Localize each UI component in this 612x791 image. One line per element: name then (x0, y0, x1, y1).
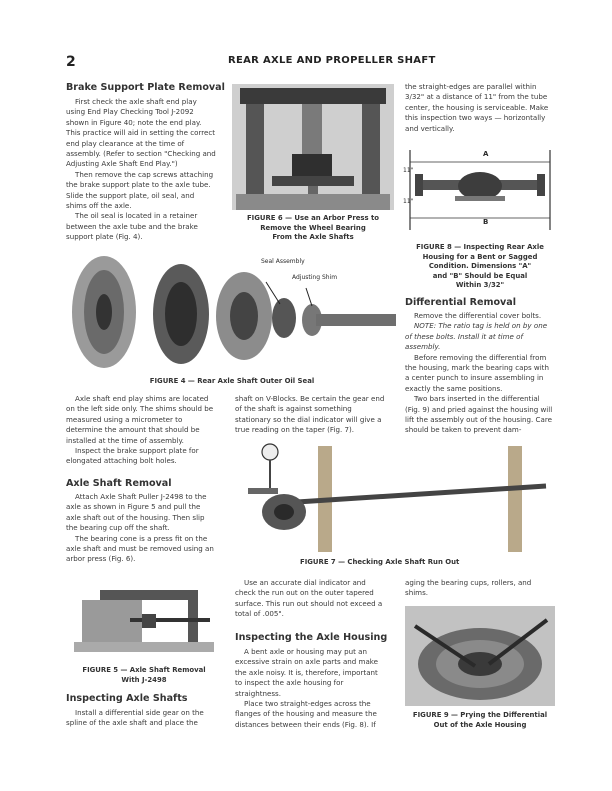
figure-6-photo (232, 84, 394, 210)
caption-line: FIGURE 6 — Use an Arbor Press to (246, 214, 380, 222)
axle-removal-text (66, 492, 216, 565)
axle-removal-heading: Axle Shaft Removal (66, 478, 172, 489)
straightedge-text (405, 82, 553, 134)
inspect-shafts-text (66, 708, 216, 729)
differential-illustration (405, 606, 555, 706)
paragraph: Use an accurate dial indicator and check the run out on the outer tapered surface. This run out should not exceed a total of .005". (235, 578, 383, 619)
note: NOTE: The ratio tag is held on by one of these bolts. Install it at time of assembly. (405, 321, 548, 352)
adjusting-shim-label: Adjusting Shim (292, 274, 338, 281)
label-11-top: 11" (403, 167, 414, 174)
inspect-housing-heading: Inspecting the Axle Housing (235, 632, 388, 643)
caption-line: FIGURE 8 — Inspecting Rear Axle (416, 243, 544, 251)
paragraph: shaft on V-Blocks. Be certain the gear end of the shaft is against something stationary so the dial indicator will give a true reading on the taper (Fig. 7). (235, 394, 385, 435)
inspect-housing-text (235, 647, 385, 730)
figure-4-caption: FIGURE 4 — Rear Axle Shaft Outer Oil Seal (149, 377, 315, 385)
label-b: B (483, 218, 489, 226)
figure-8-diagram (405, 140, 555, 240)
running-head: REAR AXLE AND PROPELLER SHAFT (228, 55, 436, 66)
vblocks-text (235, 394, 385, 436)
figure-4-photo (66, 252, 398, 374)
paragraph: the straight-edges are parallel within 3/32" at a distance of 11" from the tube center, the housing is serviceable. Make this inspection two ways — horizontally and vertically. (405, 82, 549, 133)
paragraph: Attach Axle Shaft Puller J-2498 to the axle as shown in Figure 5 and pull the axle shaft out of the housing. Then slip the bearing cup off the shaft. (66, 492, 207, 533)
caption-line: Condition. Dimensions "A" (428, 262, 532, 271)
caption-line: With J-2498 (121, 675, 167, 684)
differential-removal-heading: Differential Removal (405, 297, 517, 308)
label-a: A (483, 150, 489, 158)
figure-9-photo (405, 606, 555, 706)
caption-line: FIGURE 5 — Axle Shaft Removal (82, 666, 206, 674)
axle-puller-illustration (70, 580, 218, 664)
arbor-press-illustration (232, 84, 394, 210)
seal-assembly-label: Seal Assembly (261, 258, 305, 265)
figure-5-photo (70, 580, 218, 664)
oil-seal-illustration (66, 252, 398, 374)
paragraph: First check the axle shaft end play using End Play Checking Tool J-2092 shown in Figure 40; note the end play. This practice will aid in setting the correct end play clearance at the time of assembly. (Refer to section "Checking and Adjusting Axle Shaft End Play.") (66, 97, 216, 169)
paragraph: Place two straight-edges across the flanges of the housing and measure the distances between their ends (Fig. 8). If (235, 699, 377, 729)
caption-line: FIGURE 9 — Prying the Differential (412, 711, 548, 719)
dial-text (235, 578, 385, 620)
paragraph: Then remove the cap screws attaching the brake support plate to the axle tube. Slide the support plate, oil seal, and shims off the axle. (66, 169, 214, 211)
paragraph: aging the bearing cups, rollers, and shims. (405, 578, 532, 598)
brake-support-heading: Brake Support Plate Removal (66, 82, 225, 93)
caption-line: Within 3/32" (455, 281, 505, 290)
caption-line: Out of the Axle Housing (433, 720, 527, 729)
figure-7-photo (228, 438, 556, 556)
paragraph: Before removing the differential from the housing, mark the bearing caps with a center punch to insure assembling in exactly the same positions. (405, 352, 549, 393)
differential-removal-text (405, 311, 555, 436)
paragraph: The bearing cone is a press fit on the axle shaft and must be removed using an arbor press (Fig. 6). (66, 533, 214, 564)
caption-line: and "B" Should be Equal (432, 271, 528, 280)
paragraph: Inspect the brake support plate for elongated attaching bolt holes. (66, 446, 199, 466)
label-11-bottom: 11" (403, 198, 414, 205)
inspect-shafts-heading: Inspecting Axle Shafts (66, 693, 188, 704)
paragraph: Two bars inserted in the differential (Fig. 9) and pried against the housing will lift the assembly out of the housing. Care should be taken to prevent dam- (405, 394, 553, 435)
figure-5-caption (66, 666, 222, 685)
shims-text (66, 394, 216, 467)
figure-9-caption (405, 711, 555, 730)
brake-support-text (66, 97, 216, 243)
paragraph: Axle shaft end play shims are located on the left side only. The shims should be measured using a micrometer to determine the amount that should be installed at the time of assembly. (66, 394, 214, 445)
run-out-illustration (228, 438, 556, 556)
figure-7-caption: FIGURE 7 — Checking Axle Shaft Run Out (300, 558, 460, 566)
caption-line: Remove the Wheel Bearing (260, 223, 366, 232)
paragraph: The oil seal is located in a retainer between the axle tube and the brake support plate (Fig. 4). (66, 211, 198, 242)
caption-line: From the Axle Shafts (272, 233, 354, 242)
paragraph: Remove the differential cover bolts. (414, 311, 542, 320)
paragraph: A bent axle or housing may put an excessive strain on axle parts and make the axle noisy. It is, therefore, important to inspect the axle housing for straightness. (235, 647, 379, 698)
paragraph: Install a differential side gear on the spline of the axle shaft and place the (66, 708, 204, 728)
axle-housing-diagram (405, 140, 555, 240)
figure-8-caption (405, 243, 555, 291)
figure-6-caption (228, 214, 398, 243)
page-number: 2 (66, 54, 76, 70)
bearing-text (405, 578, 555, 599)
caption-line: Housing for a Bent or Sagged (422, 252, 538, 261)
